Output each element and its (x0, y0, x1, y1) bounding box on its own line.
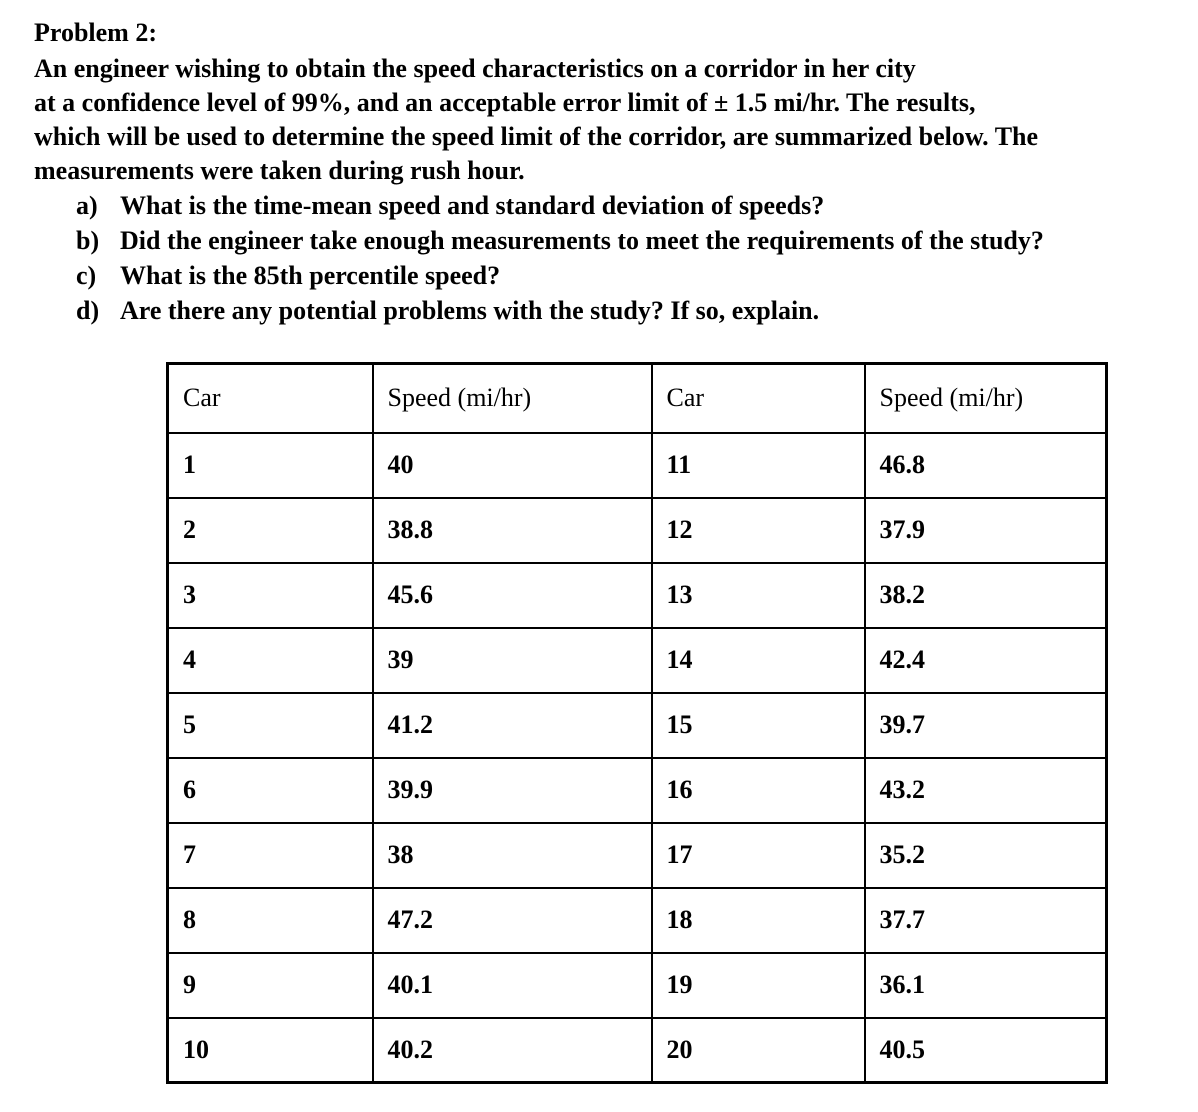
car-cell: 6 (168, 758, 373, 823)
car-cell: 20 (652, 1018, 865, 1083)
statement-line: which will be used to determine the speed limit of the corridor, are summarized below. The (34, 122, 1039, 151)
question-b (76, 223, 1044, 258)
question-a (76, 188, 1044, 223)
speed-cell: 41.2 (373, 693, 652, 758)
header-car: Car (652, 364, 865, 433)
table-row (168, 888, 1107, 953)
header-speed: Speed (mi/hr) (373, 364, 652, 433)
speed-cell: 38.8 (373, 498, 652, 563)
car-cell: 19 (652, 953, 865, 1018)
speed-cell: 45.6 (373, 563, 652, 628)
table-row (168, 758, 1107, 823)
speed-cell: 35.2 (865, 823, 1107, 888)
header-speed: Speed (mi/hr) (865, 364, 1107, 433)
speed-cell: 40.2 (373, 1018, 652, 1083)
table-row (168, 693, 1107, 758)
car-cell: 9 (168, 953, 373, 1018)
speed-cell: 37.9 (865, 498, 1107, 563)
speed-cell: 46.8 (865, 433, 1107, 498)
speed-cell: 40.1 (373, 953, 652, 1018)
speed-cell: 43.2 (865, 758, 1107, 823)
table-row (168, 433, 1107, 498)
speed-cell: 37.7 (865, 888, 1107, 953)
statement-line: measurements were taken during rush hour. (34, 156, 525, 185)
speed-cell: 39.9 (373, 758, 652, 823)
car-cell: 1 (168, 433, 373, 498)
question-text: What is the 85th percentile speed? (120, 261, 501, 290)
table-row (168, 498, 1107, 563)
car-cell: 4 (168, 628, 373, 693)
question-letter: c) (76, 261, 97, 290)
statement-line: at a confidence level of 99%, and an acceptable error limit of ± 1.5 mi/hr. The results, (34, 88, 976, 117)
question-text: What is the time-mean speed and standard deviation of speeds? (120, 191, 825, 220)
question-text: Are there any potential problems with the study? If so, explain. (120, 296, 820, 325)
car-cell: 10 (168, 1018, 373, 1083)
question-text: Did the engineer take enough measurements to meet the requirements of the study? (120, 226, 1044, 255)
problem-statement (34, 52, 1038, 188)
table-row (168, 823, 1107, 888)
speed-cell: 36.1 (865, 953, 1107, 1018)
speed-cell: 47.2 (373, 888, 652, 953)
question-list (76, 188, 1044, 328)
question-letter: d) (76, 296, 100, 325)
statement-line: An engineer wishing to obtain the speed characteristics on a corridor in her city (34, 54, 916, 83)
car-cell: 5 (168, 693, 373, 758)
car-cell: 18 (652, 888, 865, 953)
speed-cell: 42.4 (865, 628, 1107, 693)
question-letter: b) (76, 226, 100, 255)
speed-cell: 40 (373, 433, 652, 498)
car-cell: 8 (168, 888, 373, 953)
car-cell: 11 (652, 433, 865, 498)
table-row (168, 1018, 1107, 1083)
header-car: Car (168, 364, 373, 433)
speed-cell: 39.7 (865, 693, 1107, 758)
speed-cell: 39 (373, 628, 652, 693)
car-cell: 7 (168, 823, 373, 888)
speed-cell: 38.2 (865, 563, 1107, 628)
car-cell: 2 (168, 498, 373, 563)
question-letter: a) (76, 191, 98, 220)
table-row (168, 628, 1107, 693)
problem-title: Problem 2: (34, 18, 157, 47)
table-header-row (168, 364, 1107, 433)
car-cell: 13 (652, 563, 865, 628)
table-row (168, 563, 1107, 628)
car-cell: 3 (168, 563, 373, 628)
speed-cell: 40.5 (865, 1018, 1107, 1083)
car-cell: 16 (652, 758, 865, 823)
question-c (76, 258, 1044, 293)
car-cell: 14 (652, 628, 865, 693)
question-d (76, 293, 1044, 328)
car-cell: 17 (652, 823, 865, 888)
car-cell: 15 (652, 693, 865, 758)
speed-table (166, 362, 1108, 1084)
table-row (168, 953, 1107, 1018)
car-cell: 12 (652, 498, 865, 563)
speed-cell: 38 (373, 823, 652, 888)
